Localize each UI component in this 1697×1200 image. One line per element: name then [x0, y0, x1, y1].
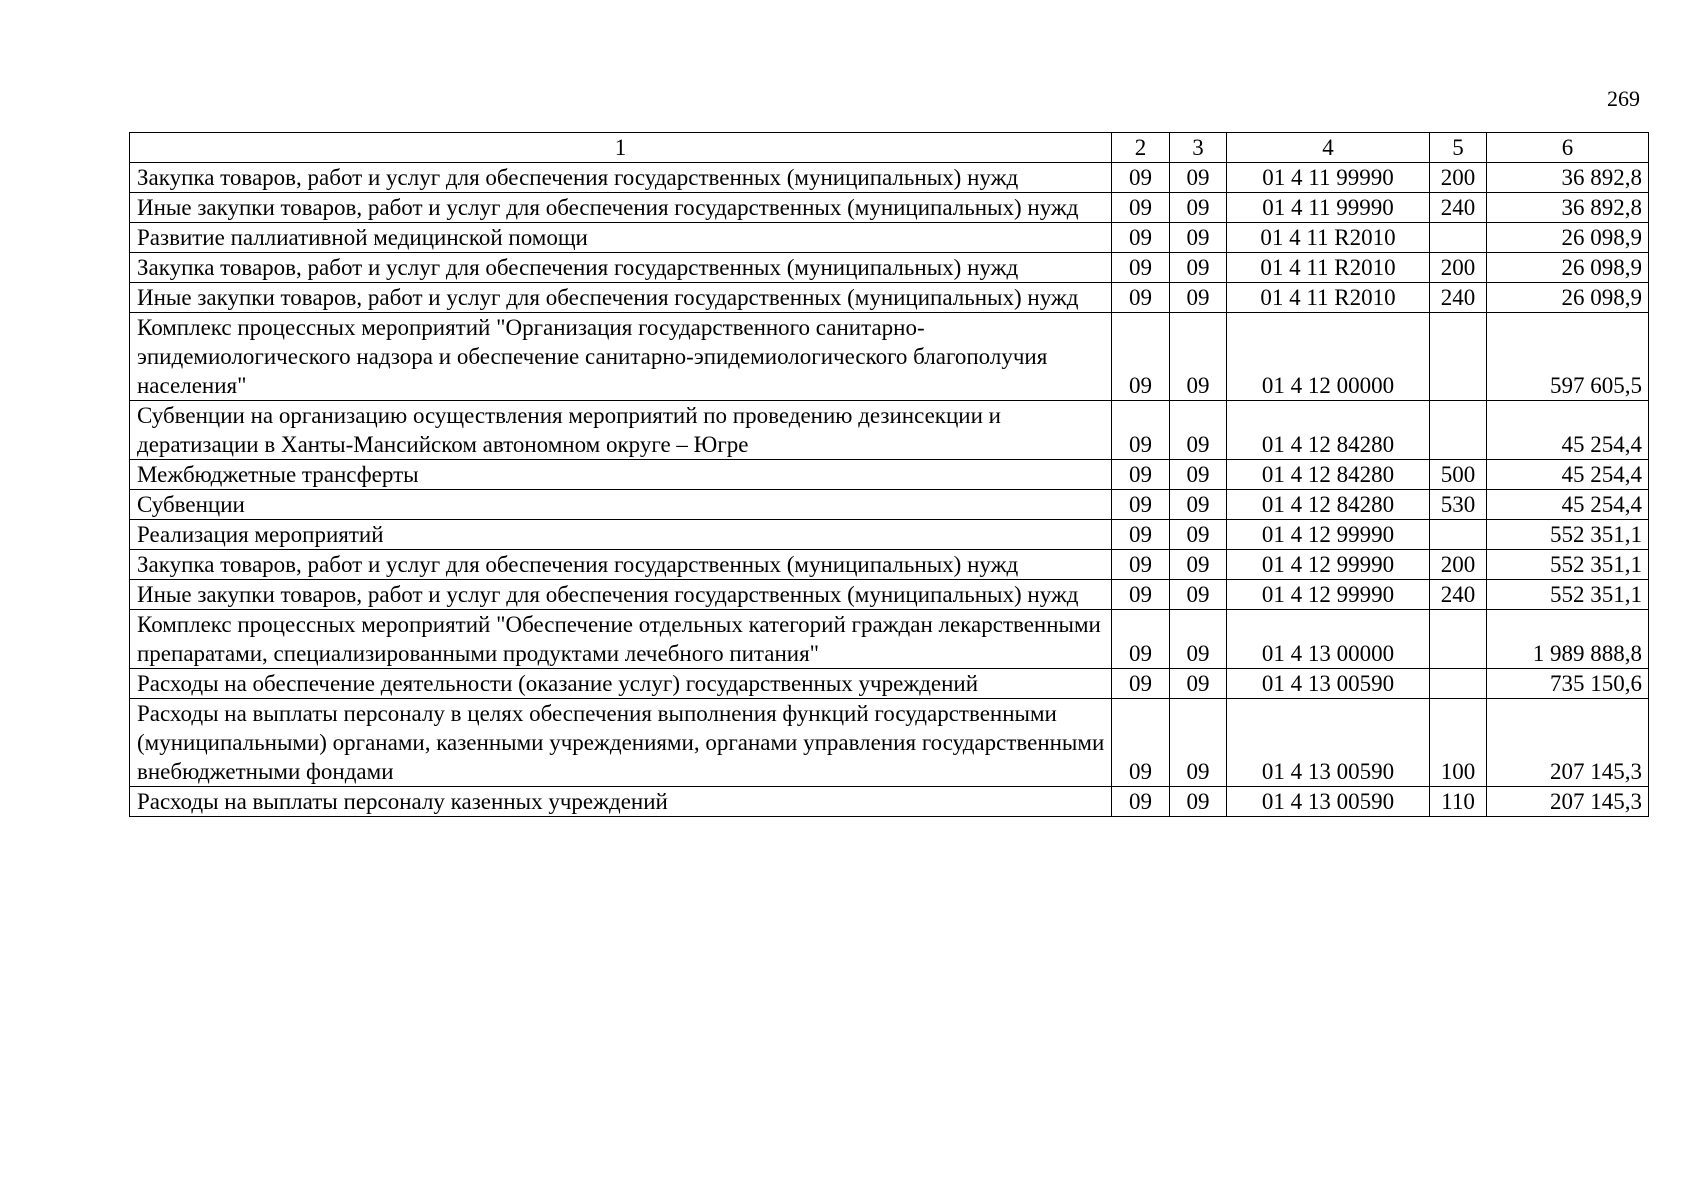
table-row: [130, 193, 1649, 223]
row-expense-type: 110: [1430, 787, 1487, 817]
row-subsection: 09: [1170, 313, 1227, 401]
row-expense-type: 530: [1430, 490, 1487, 520]
row-amount: 45 254,4: [1487, 490, 1649, 520]
row-section: 09: [1112, 610, 1170, 669]
row-expense-type: [1430, 223, 1487, 253]
row-subsection: 09: [1170, 550, 1227, 580]
row-target-code: 01 4 12 00000: [1227, 313, 1430, 401]
row-amount: 597 605,5: [1487, 313, 1649, 401]
header-row: [130, 133, 1649, 163]
row-description: Комплекс процессных мероприятий "Обеспечение отдельных категорий граждан лекарственными препаратами, специализированными продуктами лечебного питания": [130, 610, 1112, 669]
row-expense-type: [1430, 313, 1487, 401]
column-header: 2: [1112, 133, 1170, 163]
row-amount: 207 145,3: [1487, 787, 1649, 817]
row-expense-type: [1430, 669, 1487, 699]
row-expense-type: 240: [1430, 580, 1487, 610]
row-amount: 552 351,1: [1487, 580, 1649, 610]
row-amount: 26 098,9: [1487, 283, 1649, 313]
row-target-code: 01 4 11 R2010: [1227, 223, 1430, 253]
row-target-code: 01 4 12 99990: [1227, 580, 1430, 610]
row-section: 09: [1112, 520, 1170, 550]
row-amount: 552 351,1: [1487, 550, 1649, 580]
row-amount: 45 254,4: [1487, 460, 1649, 490]
row-section: 09: [1112, 163, 1170, 193]
row-subsection: 09: [1170, 787, 1227, 817]
row-amount: 45 254,4: [1487, 401, 1649, 460]
row-section: 09: [1112, 550, 1170, 580]
row-description: Реализация мероприятий: [130, 520, 1112, 550]
table-row: [130, 253, 1649, 283]
row-expense-type: [1430, 520, 1487, 550]
row-description: Расходы на обеспечение деятельности (оказание услуг) государственных учреждений: [130, 669, 1112, 699]
row-subsection: 09: [1170, 520, 1227, 550]
table-row: [130, 699, 1649, 787]
row-section: 09: [1112, 787, 1170, 817]
row-section: 09: [1112, 401, 1170, 460]
row-subsection: 09: [1170, 460, 1227, 490]
row-target-code: 01 4 13 00000: [1227, 610, 1430, 669]
row-description: Межбюджетные трансферты: [130, 460, 1112, 490]
row-description: Расходы на выплаты персоналу в целях обеспечения выполнения функций государственными (муниципальными) органами, казенными учреждениями, органами управления государственными внебюджетными фондами: [130, 699, 1112, 787]
column-header: 5: [1430, 133, 1487, 163]
row-section: 09: [1112, 669, 1170, 699]
table-row: [130, 580, 1649, 610]
row-section: 09: [1112, 283, 1170, 313]
row-target-code: 01 4 11 99990: [1227, 193, 1430, 223]
row-subsection: 09: [1170, 580, 1227, 610]
table-row: [130, 163, 1649, 193]
row-target-code: 01 4 11 R2010: [1227, 253, 1430, 283]
row-section: 09: [1112, 313, 1170, 401]
row-target-code: 01 4 13 00590: [1227, 669, 1430, 699]
row-expense-type: [1430, 610, 1487, 669]
row-description: Иные закупки товаров, работ и услуг для обеспечения государственных (муниципальных) нужд: [130, 193, 1112, 223]
row-description: Закупка товаров, работ и услуг для обеспечения государственных (муниципальных) нужд: [130, 253, 1112, 283]
row-description: Иные закупки товаров, работ и услуг для обеспечения государственных (муниципальных) нужд: [130, 580, 1112, 610]
row-description: Закупка товаров, работ и услуг для обеспечения государственных (муниципальных) нужд: [130, 550, 1112, 580]
row-expense-type: 200: [1430, 163, 1487, 193]
row-expense-type: 200: [1430, 253, 1487, 283]
row-amount: 36 892,8: [1487, 193, 1649, 223]
column-header: 4: [1227, 133, 1430, 163]
row-expense-type: 240: [1430, 283, 1487, 313]
row-amount: 26 098,9: [1487, 223, 1649, 253]
table-row: [130, 460, 1649, 490]
table-row: [130, 283, 1649, 313]
row-amount: 207 145,3: [1487, 699, 1649, 787]
row-amount: 552 351,1: [1487, 520, 1649, 550]
row-target-code: 01 4 12 84280: [1227, 490, 1430, 520]
budget-table: [129, 132, 1649, 817]
row-section: 09: [1112, 580, 1170, 610]
table-row: [130, 550, 1649, 580]
row-subsection: 09: [1170, 223, 1227, 253]
row-subsection: 09: [1170, 283, 1227, 313]
row-description: Субвенции на организацию осуществления мероприятий по проведению дезинсекции и дератизации в Ханты-Мансийском автономном округе – Югре: [130, 401, 1112, 460]
table-row: [130, 787, 1649, 817]
row-target-code: 01 4 11 99990: [1227, 163, 1430, 193]
row-subsection: 09: [1170, 699, 1227, 787]
column-header: 3: [1170, 133, 1227, 163]
row-amount: 36 892,8: [1487, 163, 1649, 193]
row-target-code: 01 4 12 84280: [1227, 460, 1430, 490]
row-subsection: 09: [1170, 610, 1227, 669]
row-section: 09: [1112, 699, 1170, 787]
row-subsection: 09: [1170, 401, 1227, 460]
row-subsection: 09: [1170, 163, 1227, 193]
row-description: Иные закупки товаров, работ и услуг для обеспечения государственных (муниципальных) нужд: [130, 283, 1112, 313]
row-expense-type: 200: [1430, 550, 1487, 580]
row-subsection: 09: [1170, 669, 1227, 699]
row-expense-type: 240: [1430, 193, 1487, 223]
column-header: 1: [130, 133, 1112, 163]
row-description: Закупка товаров, работ и услуг для обеспечения государственных (муниципальных) нужд: [130, 163, 1112, 193]
table-row: [130, 223, 1649, 253]
table-row: [130, 610, 1649, 669]
table-row: [130, 669, 1649, 699]
row-subsection: 09: [1170, 193, 1227, 223]
row-target-code: 01 4 12 84280: [1227, 401, 1430, 460]
row-amount: 26 098,9: [1487, 253, 1649, 283]
row-target-code: 01 4 11 R2010: [1227, 283, 1430, 313]
row-subsection: 09: [1170, 490, 1227, 520]
row-expense-type: 100: [1430, 699, 1487, 787]
row-section: 09: [1112, 253, 1170, 283]
row-description: Расходы на выплаты персоналу казенных учреждений: [130, 787, 1112, 817]
row-section: 09: [1112, 223, 1170, 253]
table-row: [130, 490, 1649, 520]
table-row: [130, 313, 1649, 401]
row-section: 09: [1112, 490, 1170, 520]
row-target-code: 01 4 12 99990: [1227, 520, 1430, 550]
row-target-code: 01 4 13 00590: [1227, 699, 1430, 787]
row-expense-type: [1430, 401, 1487, 460]
row-section: 09: [1112, 193, 1170, 223]
table-row: [130, 520, 1649, 550]
row-description: Субвенции: [130, 490, 1112, 520]
row-amount: 735 150,6: [1487, 669, 1649, 699]
row-description: Развитие паллиативной медицинской помощи: [130, 223, 1112, 253]
row-section: 09: [1112, 460, 1170, 490]
row-target-code: 01 4 12 99990: [1227, 550, 1430, 580]
column-header: 6: [1487, 133, 1649, 163]
page-number: 269: [1607, 86, 1640, 111]
row-amount: 1 989 888,8: [1487, 610, 1649, 669]
table-row: [130, 401, 1649, 460]
row-description: Комплекс процессных мероприятий "Организация государственного санитарно-эпидемиологического надзора и обеспечение санитарно-эпидемиологического благополучия населения": [130, 313, 1112, 401]
row-expense-type: 500: [1430, 460, 1487, 490]
row-subsection: 09: [1170, 253, 1227, 283]
row-target-code: 01 4 13 00590: [1227, 787, 1430, 817]
